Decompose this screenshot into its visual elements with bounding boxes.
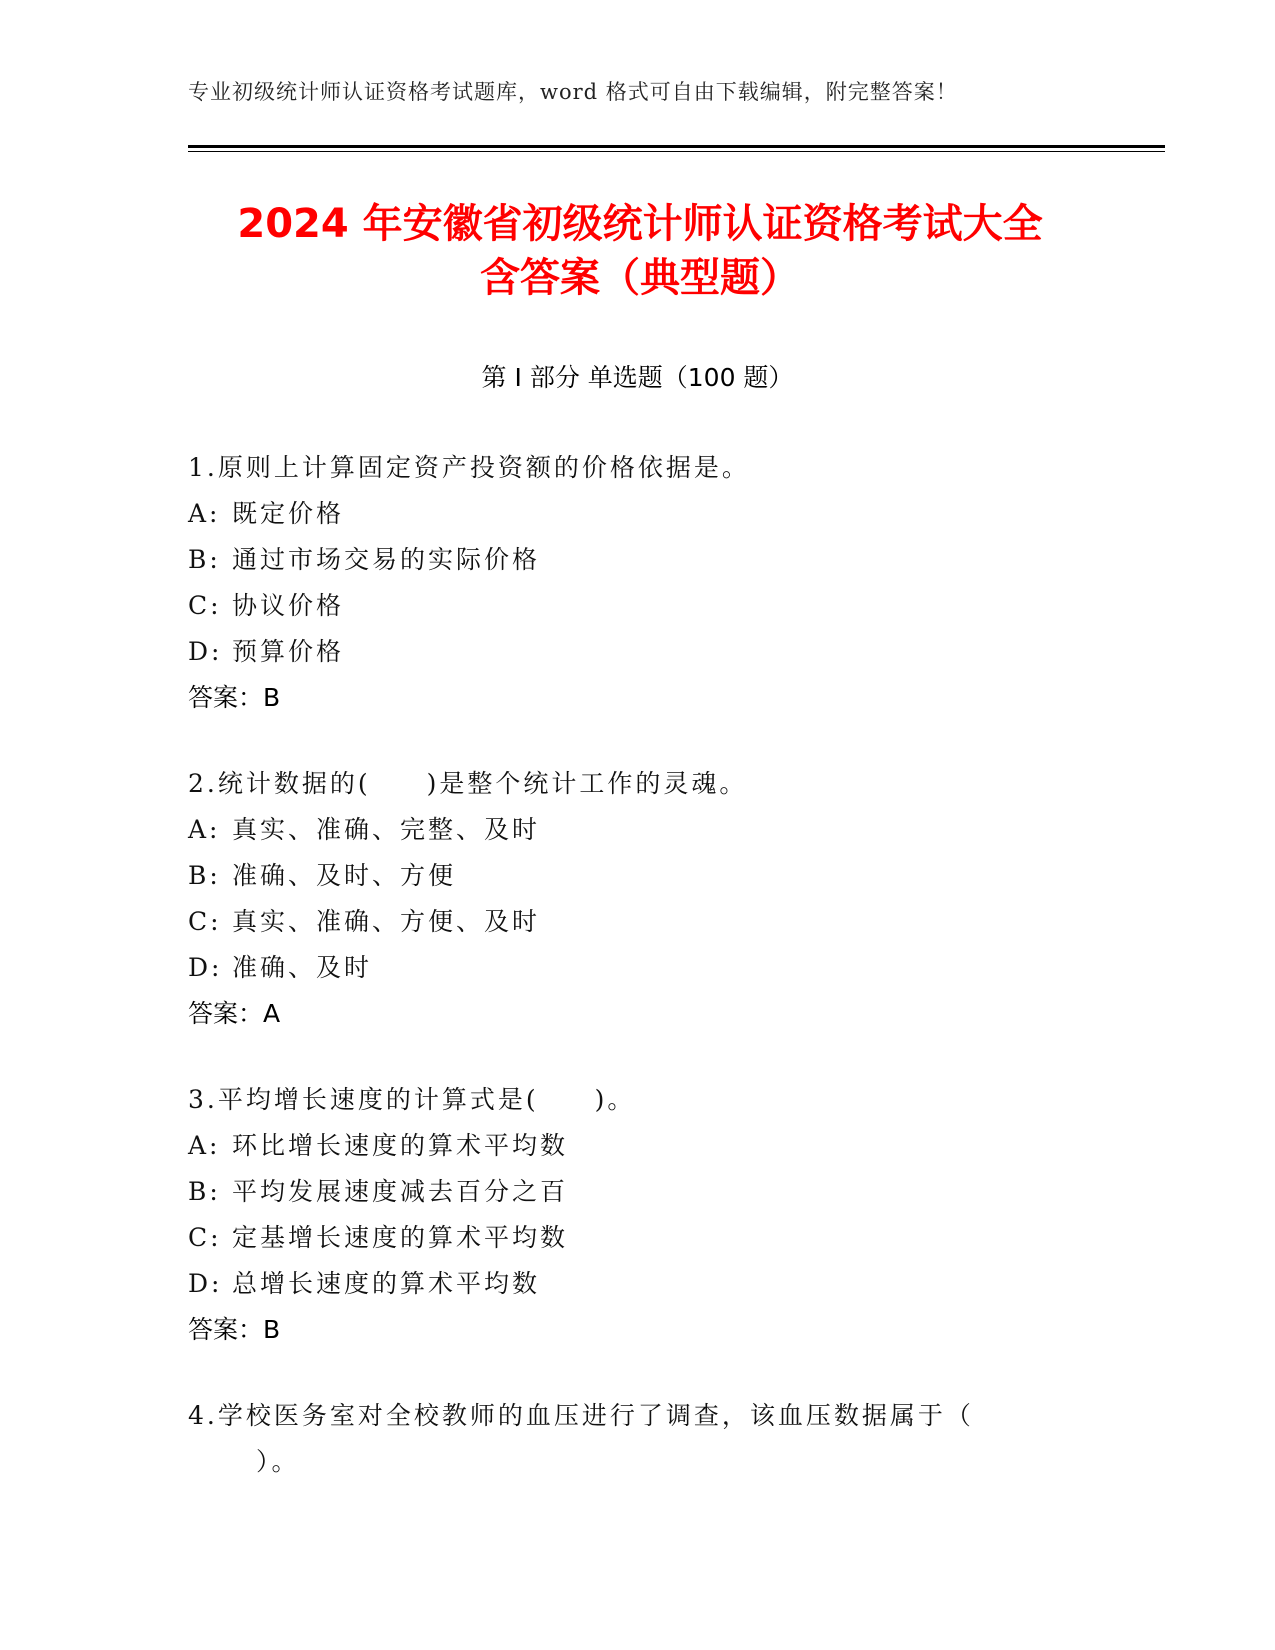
option-b [188, 1169, 1088, 1215]
answer: 答案：A [188, 999, 281, 1028]
option-key: D: [188, 637, 223, 666]
question-stem: 1.原则上计算固定资产投资额的价格依据是。 [188, 453, 750, 482]
option-key: C: [188, 1223, 222, 1252]
option-text: 既定价格 [232, 499, 345, 528]
option-text: 真实、准确、方便、及时 [232, 907, 541, 936]
question-4 [188, 1393, 1088, 1485]
option-key: A: [188, 815, 221, 844]
answer: 答案：B [188, 1315, 281, 1344]
option-text: 真实、准确、完整、及时 [232, 815, 541, 844]
question-stem: 3.平均增长速度的计算式是( )。 [188, 1085, 636, 1114]
option-a [188, 807, 1088, 853]
question-stem-continued: ）。 [256, 1447, 300, 1476]
header-note: 专业初级统计师认证资格考试题库，word 格式可自由下载编辑，附完整答案！ [188, 80, 958, 104]
option-a [188, 1123, 1088, 1169]
option-key: B: [188, 1177, 221, 1206]
option-c [188, 1215, 1088, 1261]
option-text: 协议价格 [232, 591, 345, 620]
option-key: C: [188, 907, 222, 936]
header-divider-thick [188, 145, 1165, 148]
option-key: B: [188, 861, 221, 890]
option-text: 平均发展速度减去百分之百 [232, 1177, 569, 1206]
option-a [188, 491, 1088, 537]
document-title-line-2: 含答案（典型题） [480, 255, 800, 301]
option-c [188, 899, 1088, 945]
question-stem: 2.统计数据的( )是整个统计工作的灵魂。 [188, 769, 748, 798]
option-text: 通过市场交易的实际价格 [232, 545, 541, 574]
option-text: 定基增长速度的算术平均数 [232, 1223, 569, 1252]
option-key: D: [188, 953, 223, 982]
question-list [188, 445, 1088, 1525]
question-stem: 4.学校医务室对全校教师的血压进行了调查，该血压数据属于（ [188, 1401, 974, 1430]
option-key: C: [188, 591, 222, 620]
option-text: 环比增长速度的算术平均数 [232, 1131, 569, 1160]
option-d [188, 629, 1088, 675]
document-title-line-1: 2024 年安徽省初级统计师认证资格考试大全 [237, 201, 1043, 247]
option-text: 准确、及时 [232, 953, 373, 982]
option-key: D: [188, 1269, 223, 1298]
question-3 [188, 1077, 1088, 1353]
option-text: 预算价格 [232, 637, 345, 666]
option-d [188, 945, 1088, 991]
question-2 [188, 761, 1088, 1037]
option-key: B: [188, 545, 221, 574]
option-text: 准确、及时、方便 [232, 861, 457, 890]
question-1 [188, 445, 1088, 721]
option-key: A: [188, 1131, 221, 1160]
section-title: 第 I 部分 单选题（100 题） [481, 363, 794, 392]
option-b [188, 537, 1088, 583]
option-c [188, 583, 1088, 629]
document-title [160, 197, 1120, 305]
answer: 答案：B [188, 683, 281, 712]
option-text: 总增长速度的算术平均数 [232, 1269, 541, 1298]
option-d [188, 1261, 1088, 1307]
option-b [188, 853, 1088, 899]
option-key: A: [188, 499, 221, 528]
header-divider-thin [188, 151, 1165, 152]
